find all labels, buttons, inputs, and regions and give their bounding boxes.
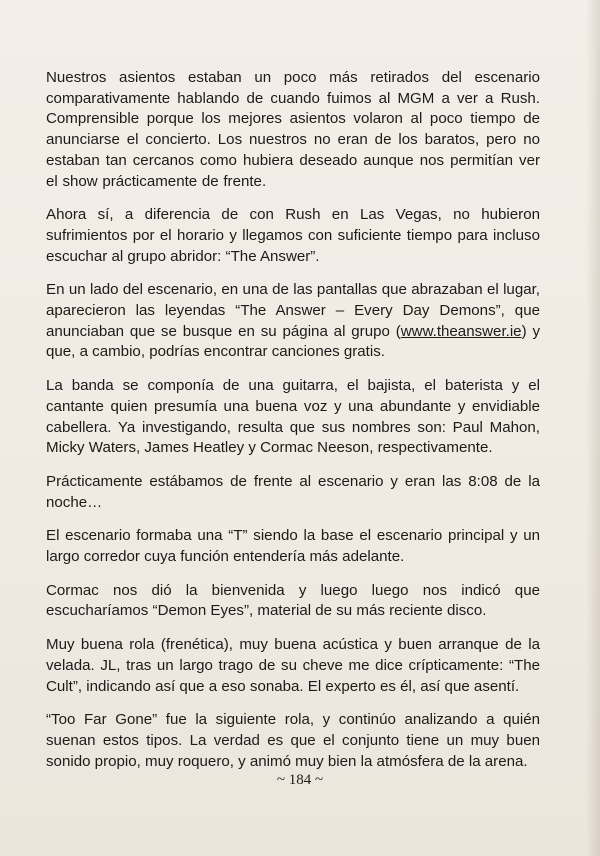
paragraph-seats: Nuestros asientos estaban un poco más retirados del escenario comparativamente hablando de cuando fuimos al MGM a ver a Rush. Comprensible porque los mejores asientos volaron al poco tiempo de anunciarse el concierto. Los nuestros no eran de los baratos, pero no estaban tan cercanos como hubiera deseado aunque nos permitían ver el show prácticamente de frente. (46, 69, 540, 190)
band-website-link[interactable]: www.theanswer.ie (400, 322, 522, 340)
paragraph-stage-shape: El escenario formaba una “T” siendo la base el escenario principal y un largo corredor cuya función entendería más adelante. (46, 527, 540, 566)
paragraph-welcome: Cormac nos dió la bienvenida y luego luego nos indicó que escucharíamos “Demon Eyes”, material de su más reciente disco. (46, 581, 540, 620)
paragraph-screens (46, 280, 540, 363)
paragraph-time: Prácticamente estábamos de frente al escenario y eran las 8:08 de la noche… (46, 472, 540, 511)
paragraph-first-song: Muy buena rola (frenética), muy buena acústica y buen arranque de la velada. JL, tras un largo trago de su cheve me dice crípticamente: “The Cult”, indicando así que a eso sonaba. El experto es él, así que asentí. (46, 636, 540, 695)
paragraph-second-song: “Too Far Gone” fue la siguiente rola, y continúo analizando a quién suenan estos tipos. La verdad es que el conjunto tiene un muy buen sonido propio, muy roquero, y animó muy bien la atmósfera de la arena. (46, 711, 540, 770)
paragraph-opening-band: Ahora sí, a diferencia de con Rush en Las Vegas, no hubieron sufrimientos por el horario y llegamos con suficiente tiempo para incluso escuchar al grupo abridor: “The Answer”. (46, 206, 540, 265)
paragraph-band-members: La banda se componía de una guitarra, el bajista, el baterista y el cantante quien presumía una buena voz y una abundante y envidiable cabellera. Ya investigando, resulta que sus nombres son: Paul Mahon, Micky Waters, James Heatley y Cormac Neeson, respectivamente. (46, 377, 540, 457)
paragraph-screens-text-after: ) y que, a cambio, podrías encontrar canciones gratis. (46, 322, 540, 361)
paragraph-screens-text-before: En un lado del escenario, en una de las pantallas que abrazaban el lugar, aparecieron las leyendas “The Answer – Every Day Demons”, que anunciaban que se busque en su página al grupo ( (46, 281, 540, 340)
page-number: ~ 184 ~ (276, 772, 324, 788)
body-text (46, 68, 540, 785)
page-edge-shadow (586, 0, 600, 856)
